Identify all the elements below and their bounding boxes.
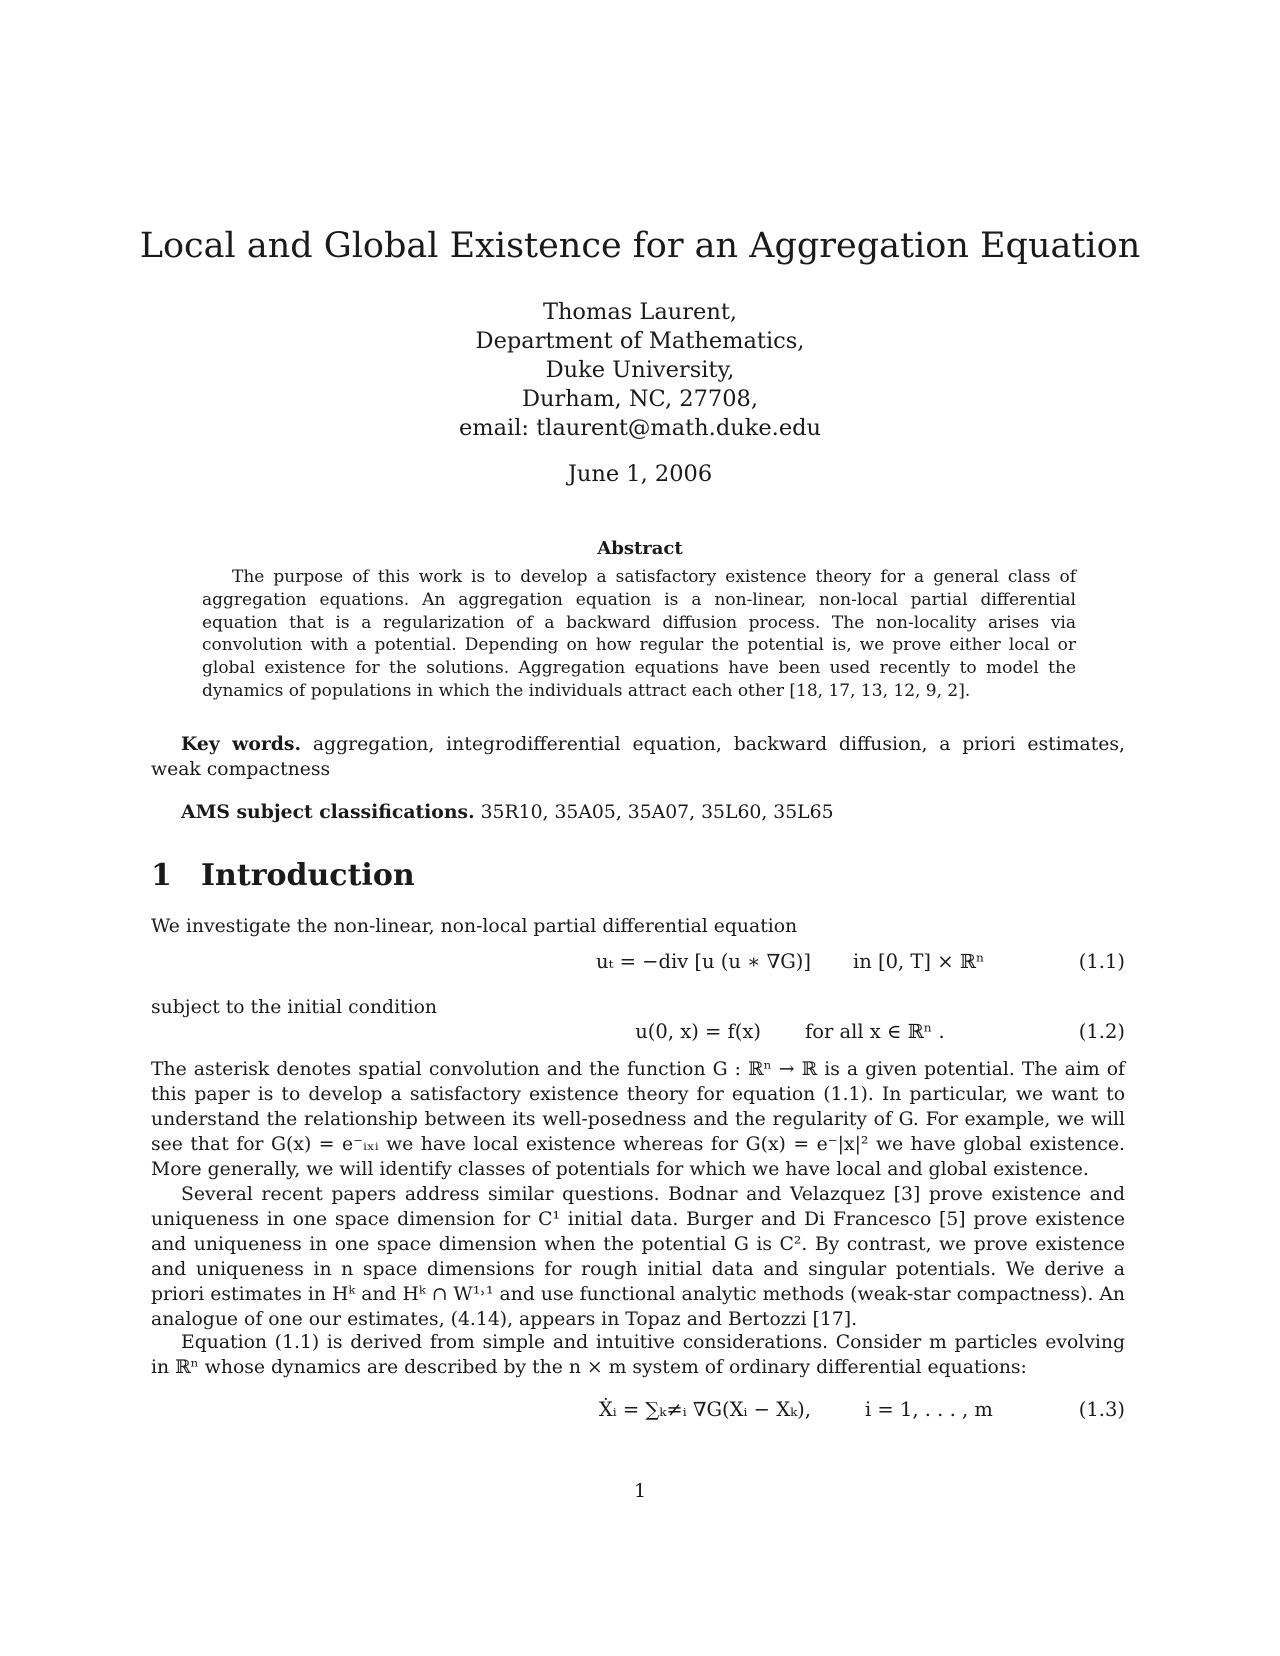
equation-1-2-domain: for all x ∈ ℝⁿ .	[805, 1020, 945, 1043]
equation-1-1	[151, 950, 1125, 980]
equation-1-3-range: i = 1, . . . , m	[865, 1398, 993, 1421]
keywords	[151, 732, 1125, 782]
intro-sentence: We investigate the non-linear, non-local partial differential equation	[151, 916, 798, 937]
equation-1-1-lhs: uₜ = −div [u (u ∗ ∇G)]	[596, 950, 811, 973]
ams-codes: 35R10, 35A05, 35A07, 35L60, 35L65	[480, 802, 834, 823]
author-department: Department of Mathematics,	[475, 328, 805, 354]
paper-title: Local and Global Existence for an Aggregation Equation	[139, 226, 1141, 266]
equation-1-3-lhs: Ẋᵢ = ∑ₖ≠ᵢ ∇G(Xᵢ − Xₖ),	[598, 1398, 811, 1421]
equation-1-2	[151, 1020, 1125, 1050]
section-heading	[151, 858, 415, 893]
equation-1-3	[151, 1398, 1125, 1428]
equation-1-1-domain: in [0, T] × ℝⁿ	[853, 950, 985, 973]
author-university: Duke University,	[545, 357, 735, 383]
paragraph-3: Equation (1.1) is derived from simple and intuitive considerations. Consider m particles evolving in ℝⁿ whose dynamics are described by the n × m system of ordinary differential equations:	[151, 1332, 1125, 1378]
section-title: Introduction	[201, 858, 415, 893]
author-name: Thomas Laurent,	[542, 299, 738, 325]
author-block	[0, 298, 1280, 443]
paragraph-2: Several recent papers address similar questions. Bodnar and Velazquez [3] prove existence and uniqueness in one space dimension for C¹ initial data. Burger and Di Francesco [5] prove existence and uniqueness in one space dimension when the potential G is C². By contrast, we prove existence and uniqueness in n space dimensions for rough initial data and singular potentials. We derive a priori estimates in Hᵏ and Hᵏ ∩ W¹˒¹ and use functional analytic methods (weak-star compactness). An analogue of one our estimates, (4.14), appears in Topaz and Bertozzi [17].	[151, 1184, 1125, 1330]
equation-1-2-lhs: u(0, x) = f(x)	[635, 1020, 761, 1043]
equation-1-3-number: (1.3)	[1078, 1398, 1125, 1421]
ams-classifications	[181, 800, 1125, 825]
section-number: 1	[151, 858, 172, 893]
equation-1-2-number: (1.2)	[1078, 1020, 1125, 1043]
page-number: 1	[633, 1480, 647, 1502]
abstract-text: The purpose of this work is to develop a satisfactory existence theory for a general class of aggregation equations. An aggregation equation is a non-linear, non-local partial differential equation that is a regularization of a backward diffusion process. The non-locality arises via convolution with a potential. Depending on how regular the potential is, we prove either local or global existence for the solutions. Aggregation equations have been used recently to model the dynamics of populations in which the individuals attract each other [18, 17, 13, 12, 9, 2].	[202, 567, 1076, 701]
keywords-text: aggregation, integrodifferential equation, backward diffusion, a priori estimates, weak compactness	[151, 734, 1125, 780]
author-email: email: tlaurent@math.duke.edu	[458, 415, 822, 441]
keywords-label: Key words.	[181, 733, 302, 755]
paragraph-1: The asterisk denotes spatial convolution and the function G : ℝⁿ → ℝ is a given potential. The aim of this paper is to develop a satisfactory existence theory for equation (1.1). In particular, we want to understand the relationship between its well-posedness and the regularity of G. For example, we will see that for G(x) = e⁻ᵢₓᵢ we have local existence whereas for G(x) = e⁻|x|² we have global existence. More generally, we will identify classes of potentials for which we have local and global existence.	[151, 1059, 1125, 1180]
equation-1-1-number: (1.1)	[1078, 950, 1125, 973]
paper-date: June 1, 2006	[567, 461, 713, 487]
author-address: Durham, NC, 27708,	[522, 386, 758, 412]
initial-condition-text: subject to the initial condition	[151, 997, 438, 1018]
abstract-heading: Abstract	[597, 538, 683, 559]
ams-label: AMS subject classifications.	[181, 801, 475, 823]
